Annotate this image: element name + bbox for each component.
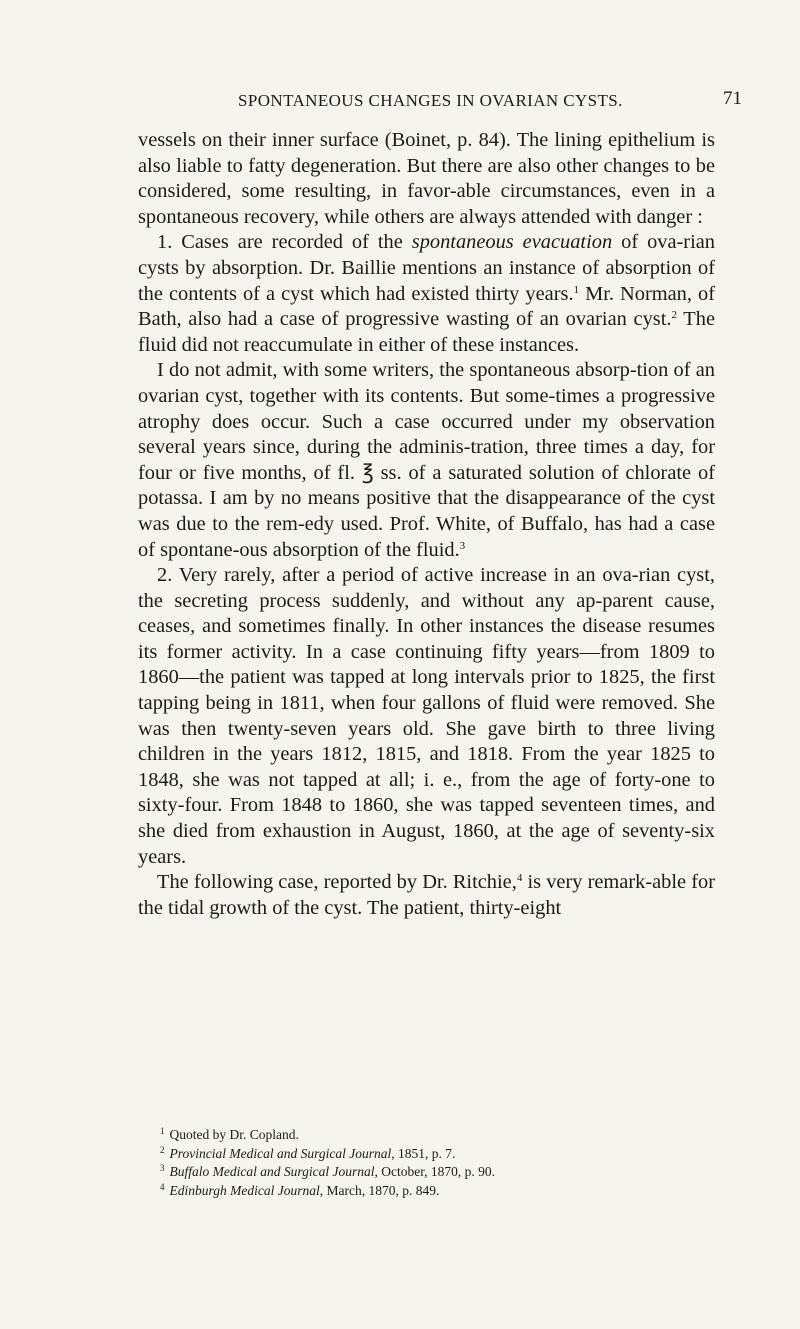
paragraph-2-emphasis: spontaneous evacuation [411, 231, 613, 254]
body-text [138, 128, 715, 921]
paragraph-3-text: I do not admit, with some writers, the spontaneous absorp-tion of an ovarian cyst, together with its contents. But some-times a progressive atrophy does occur. Such a case occurred under my observation several years since, during the adminis-tration, three times a day, for four or five months, of fl. ℥ ss. of a saturated solution of chlorate of potassa. I am by no means positive that the disappearance of the cyst was due to the rem-edy used. Prof. White, of Buffalo, has had a case of spontane-ous absorption of the fluid. [138, 359, 715, 561]
footnote-source-title: Edinburgh Medical Journal [169, 1182, 320, 1198]
footnote-ref-3: 3 [459, 539, 466, 552]
footnote-text: , March, 1870, p. 849. [319, 1182, 440, 1198]
footnote-text: Quoted by Dr. Copland. [169, 1127, 299, 1142]
footnote-source-title: Buffalo Medical and Surgical Journal [169, 1164, 375, 1179]
footnote-ref-4: 4 [516, 872, 523, 885]
footnote-text: , October, 1870, p. 90. [374, 1164, 496, 1179]
paragraph-5-text-a: The following case, reported by Dr. Ritchie, [157, 871, 517, 894]
footnote-3 [160, 1163, 720, 1182]
footnote-text: , 1851, p. 7. [391, 1145, 456, 1161]
page-number: 71 [723, 88, 742, 109]
paragraph-2-text-d: The fluid did not reaccumulate in either of these instances. [138, 308, 716, 356]
footnote-mark: 2 [160, 1144, 165, 1155]
footnotes [160, 1126, 720, 1200]
paragraph-2-text-b: of ova-rian cysts by absorption. Dr. Baillie mentions an instance of absorption of the contents of a cyst which had existed thirty years. [138, 231, 716, 305]
footnote-mark: 3 [160, 1163, 165, 1173]
paragraph-1-text: vessels on their inner surface (Boinet, p. 84). The lining epithelium is also liable to fatty degeneration. But there are also other changes to be considered, some resulting, in favor-able circumstances, even in a spontaneous recovery, while others are always attended with danger : [138, 129, 715, 228]
footnote-2 [160, 1145, 720, 1164]
paragraph-3 [138, 358, 715, 563]
paragraph-2-text-c: Mr. Norman, of Bath, also had a case of progressive wasting of an ovarian cyst. [138, 282, 715, 331]
footnote-ref-2: 2 [671, 309, 677, 322]
footnote-4 [160, 1182, 720, 1201]
paragraph-5 [138, 870, 715, 921]
footnote-1 [160, 1126, 720, 1145]
footnote-ref-1: 1 [573, 283, 580, 296]
paragraph-5-text-b: is very remark-able for the tidal growth of the cyst. The patient, thirty-eight [138, 871, 715, 919]
paragraph-1 [138, 128, 715, 230]
paragraph-2-text-a: 1. Cases are recorded of the [157, 231, 412, 254]
footnote-source-title: Provincial Medical and Surgical Journal [169, 1145, 392, 1161]
running-head: SPONTANEOUS CHANGES IN OVARIAN CYSTS. [238, 91, 623, 110]
paragraph-4-text: 2. Very rarely, after a period of active increase in an ova-rian cyst, the secreting process suddenly, and without any ap-parent cause, ceases, and sometimes finally. In other instances the disease resumes its former activity. In a case continuing fifty years—from 1809 to 1860—the patient was tapped at long intervals prior to 1825, the first tapping being in 1811, when four gallons of fluid were removed. She was then twenty-seven years old. She gave birth to three living children in the years 1812, 1815, and 1818. From the year 1825 to 1848, she was not tapped at all; i. e., from the age of forty-one to sixty-four. From 1848 to 1860, she was tapped seventeen times, and she died from exhaustion in August, 1860, at the age of seventy-six years. [138, 564, 715, 868]
paragraph-2 [138, 230, 715, 358]
footnote-mark: 4 [160, 1181, 165, 1192]
footnote-mark: 1 [160, 1126, 165, 1136]
paragraph-4 [138, 563, 715, 870]
